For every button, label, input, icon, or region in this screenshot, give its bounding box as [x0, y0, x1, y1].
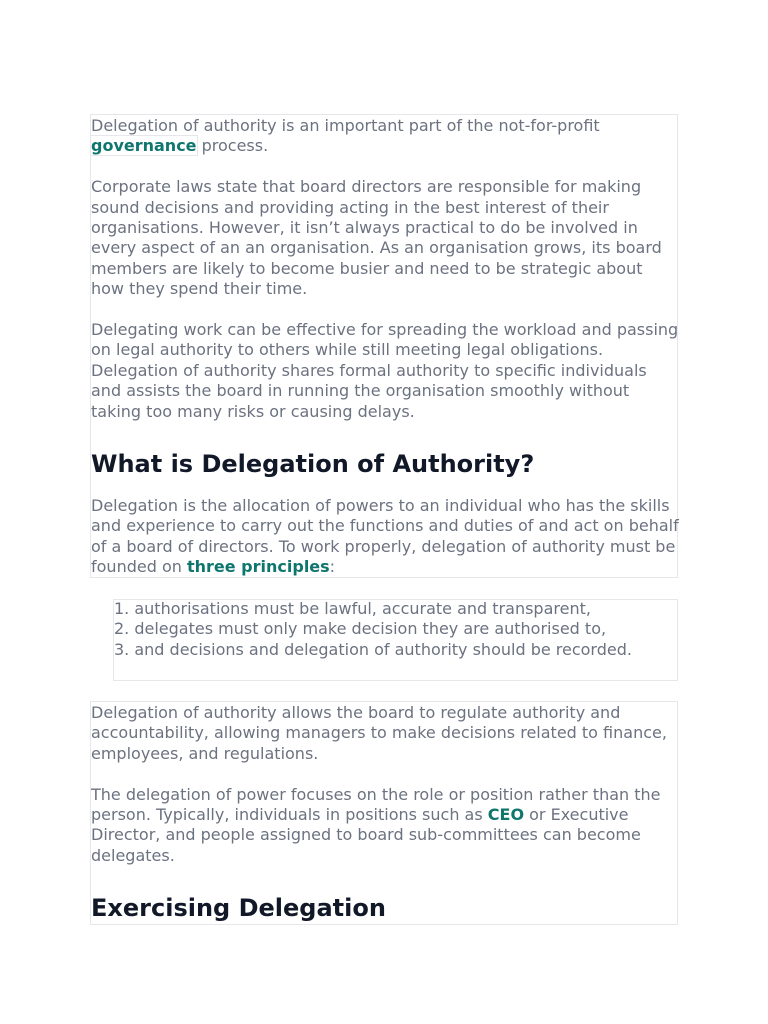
principle-item: 1. authorisations must be lawful, accurate and transparent,: [114, 599, 591, 618]
role-position-paragraph: The delegation of power focuses on the role or position rather than the person. Typically, individuals in positions such as CEO or Executive Director, and people assigned to board sub-committees can become delegates.: [91, 784, 661, 865]
intro-section: [90, 114, 678, 578]
corporate-laws-paragraph: Corporate laws state that board directors are responsible for making sound decisions and providing acting in the best interest of their organisations. However, it isn’t always practical to do be involved in every aspect of an an organisation. As an organisation grows, its board members are likely to become busier and need to be strategic about how they spend their time.: [91, 177, 662, 299]
governance-link[interactable]: governance: [91, 136, 197, 156]
principle-item: 3. and decisions and delegation of authority should be recorded.: [114, 639, 632, 659]
delegating-work-paragraph: Delegating work can be effective for spreading the workload and passing on legal authority to others while still meeting legal obligations. Delegation of authority shares formal authority to specific individuals and assists the board in running the organisation smoothly without taking too many risks or causing delays.: [91, 320, 679, 421]
ceo-link[interactable]: CEO: [487, 805, 525, 825]
principles-list: [114, 599, 632, 660]
definition-paragraph: Delegation is the allocation of powers to an individual who has the skills and experience to carry out the functions and duties of and act on behalf of a board of directors. To work properly, delegation of authority must be founded on three principles:: [91, 496, 679, 577]
principles-list-box: [113, 599, 678, 681]
intro-paragraph: Delegation of authority is an important part of the not-for-profit governance process.: [91, 116, 600, 156]
section-heading-what-is: What is Delegation of Authority?: [91, 450, 535, 478]
accountability-paragraph: Delegation of authority allows the board to regulate authority and accountability, allowing managers to make decisions related to finance, employees, and regulations.: [91, 703, 667, 763]
three-principles-link[interactable]: three principles: [186, 557, 330, 577]
principle-item: 2. delegates must only make decision they are authorised to,: [114, 619, 607, 639]
delegation-section: [90, 701, 678, 925]
section-heading-exercising: Exercising Delegation: [91, 894, 386, 922]
